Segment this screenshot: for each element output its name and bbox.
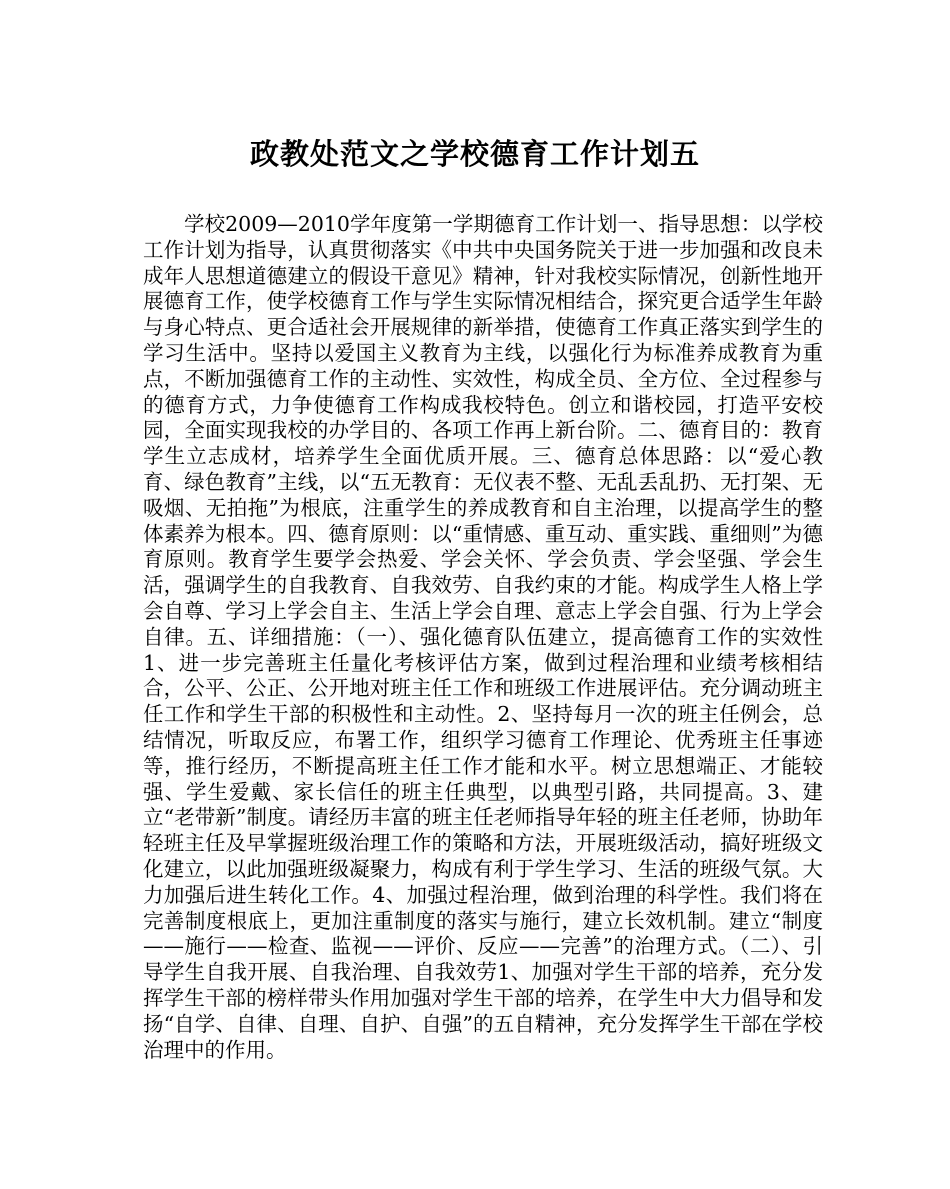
document-title: 政教处范文之学校德育工作计划五 xyxy=(249,137,700,171)
document-body-paragraph: 学校2009—2010学年度第一学期德育工作计划一、指导思想：以学校工作计划为指导，认真贯彻落实《中共中央国务院关于进一步加强和改良未成年人思想道德建立的假设干意见》精神，针对我校实际情况，创新性地开展德育工作，使学校德育工作与学生实际情况相结合，探究更合适学生年龄与身心特点、更合适社会开展规律的新举措，使德育工作真正落实到学生的学习生活中。坚持以爱国主义教育为主线，以强化行为标准养成教育为重点，不断加强德育工作的主动性、实效性，构成全员、全方位、全过程参与的德育方式，力争使德育工作构成我校特色。创立和谐校园，打造平安校园，全面实现我校的办学目的、各项工作再上新台阶。二、德育目的：教育学生立志成材，培养学生全面优质开展。三、德育总体思路：以“爱心教育、绿色教育”主线，以“五无教育：无仪表不整、无乱丢乱扔、无打架、无吸烟、无拍拖”为根底，注重学生的养成教育和自主治理，以提高学生的整体素养为根本。四、德育原则：以“重情感、重互动、重实践、重细则”为德育原则。教育学生要学会热爱、学会关怀、学会负责、学会坚强、学会生活，强调学生的自我教育、自我效劳、自我约束的才能。构成学生人格上学会自尊、学习上学会自主、生活上学会自理、意志上学会自强、行为上学会自律。五、详细措施：（一）、强化德育队伍建立，提高德育工作的实效性1、进一步完善班主任量化考核评估方案，做到过程治理和业绩考核相结合，公平、公正、公开地对班主任工作和班级工作进展评估。充分调动班主任工作和学生干部的积极性和主动性。2、坚持每月一次的班主任例会，总结情况，听取反应，布署工作，组织学习德育工作理论、优秀班主任事迹等，推行经历，不断提高班主任工作才能和水平。树立思想端正、才能较强、学生爱戴、家长信任的班主任典型，以典型引路，共同提高。3、建立“老带新”制度。请经历丰富的班主任老师指导年轻的班主任老师，协助年轻班主任及早掌握班级治理工作的策略和方法，开展班级活动，搞好班级文化建立，以此加强班级凝聚力，构成有利于学生学习、生活的班级气氛。大力加强后进生转化工作。4、加强过程治理，做到治理的科学性。我们将在完善制度根底上，更加注重制度的落实与施行，建立长效机制。建立“制度——施行——检查、监视——评价、反应——完善”的治理方式。（二）、引导学生自我开展、自我治理、自我效劳1、加强对学生干部的培养，充分发挥学生干部的榜样带头作用加强对学生干部的培养，在学生中大力倡导和发扬“自学、自律、自理、自护、自强”的五自精神，充分发挥学生干部在学校治理中的作用。 xyxy=(143,212,823,1062)
